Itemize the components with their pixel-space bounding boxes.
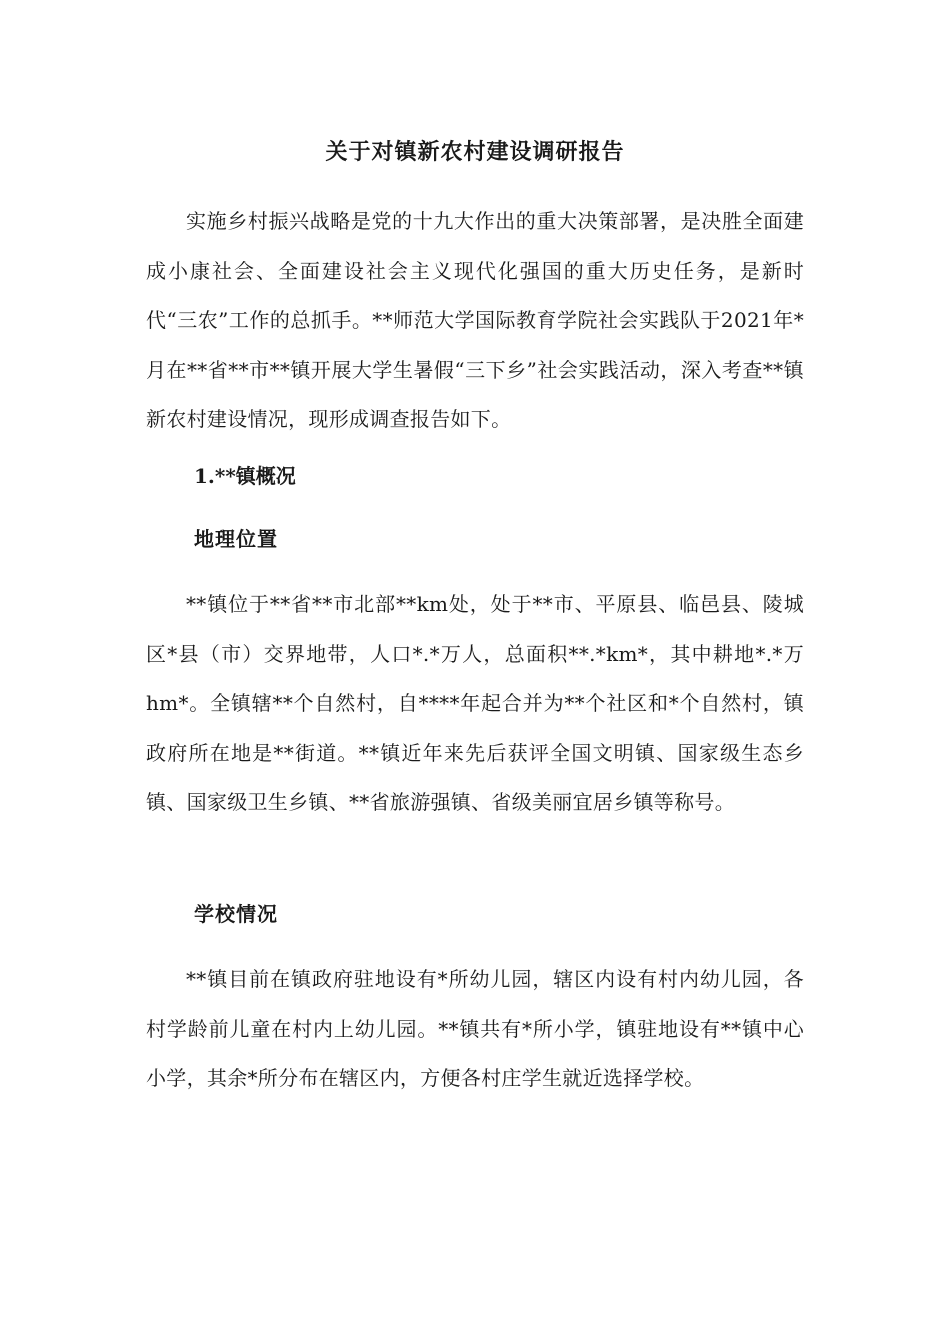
section-heading-overview: 1.**镇概况 — [194, 464, 296, 488]
subheading-schools: 学校情况 — [194, 902, 278, 926]
intro-paragraph: 实施乡村振兴战略是党的十九大作出的重大决策部署，是决胜全面建成小康社会、全面建设社会主义现代化强国的重大历史任务，是新时代“三农”工作的总抓手。**师范大学国际教育学院社会实践队于2021年*月在**省**市**镇开展大学生暑假“三下乡”社会实践活动，深入考查**镇新农村建设情况，现形成调查报告如下。 — [146, 209, 804, 431]
subheading-geography: 地理位置 — [194, 527, 278, 551]
schools-paragraph: **镇目前在镇政府驻地设有*所幼儿园，辖区内设有村内幼儿园，各村学龄前儿童在村内上幼儿园。**镇共有*所小学，镇驻地设有**镇中心小学，其余*所分布在辖区内，方便各村庄学生就近选择学校。 — [146, 967, 804, 1090]
document-title: 关于对镇新农村建设调研报告 — [325, 139, 625, 165]
geography-paragraph: **镇位于**省**市北部**km处，处于**市、平原县、临邑县、陵城区*县（市）交界地带，人口*.*万人，总面积**.*km*，其中耕地*.*万hm*。全镇辖**个自然村，自****年起合并为**个社区和*个自然村，镇政府所在地是**街道。**镇近年来先后获评全国文明镇、国家级生态乡镇、国家级卫生乡镇、**省旅游强镇、省级美丽宜居乡镇等称号。 — [146, 592, 804, 814]
